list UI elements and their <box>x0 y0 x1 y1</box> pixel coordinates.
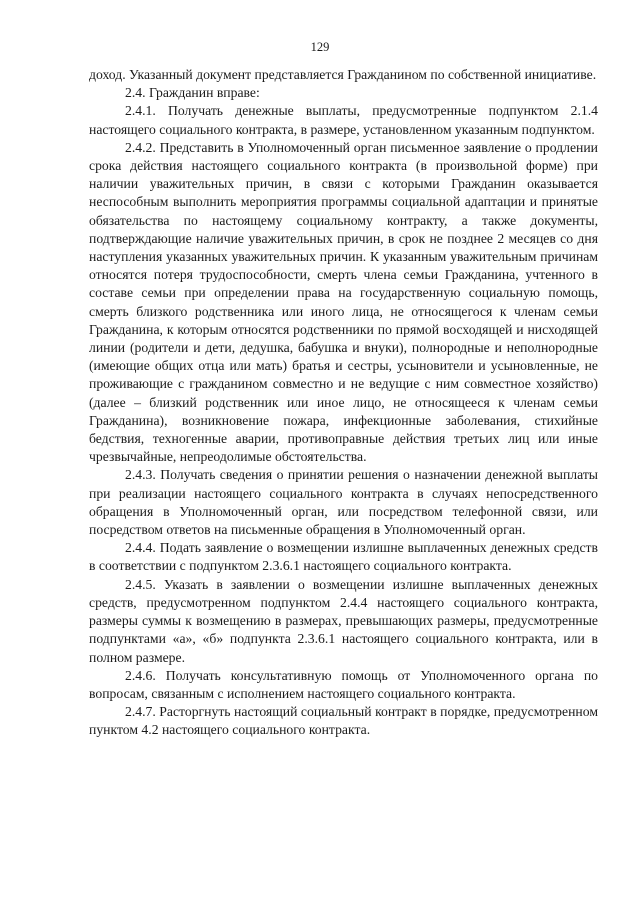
paragraph-2-4-4: 2.4.4. Подать заявление о возмещении излишне выплаченных денежных средств в соответствии с подпунктом 2.3.6.1 настоящего социального контракта. <box>89 540 598 574</box>
paragraph-income-document: доход. Указанный документ представляется Гражданином по собственной инициативе. <box>89 67 597 82</box>
paragraph-2-4-7: 2.4.7. Расторгнуть настоящий социальный контракт в порядке, предусмотренном пунктом 4.2 настоящего социального контракта. <box>89 704 598 738</box>
paragraph-2-4-6: 2.4.6. Получать консультативную помощь от Уполномоченного органа по вопросам, связанным с исполнением настоящего социального контракта. <box>89 667 598 701</box>
paragraph-2-4-heading: 2.4. Гражданин вправе: <box>125 85 260 101</box>
page-number: 129 <box>310 40 330 54</box>
paragraph-2-4-2: 2.4.2. Представить в Уполномоченный орган письменное заявление о продлении срока действия настоящего социального контракта (в произвольной форме) при наличии уважительных причин, в связи с которыми Гражданин оказывается неспособным выполнить мероприятия программы социальной адаптации и принятые обязательства по настоящему социальному контракту, а также документы, подтверждающие наличие уважительных причин, в срок не позднее 2 месяцев со дня наступления указанных уважительных причин. К указанным уважительным причинам относятся потеря трудоспособности, смерть члена семьи Гражданина, учтенного в составе семьи при определении права на государственную социальную помощь, смерть близкого родственника или иного лица, не относящегося к членам семьи Гражданина, к которым относятся родственники по прямой восходящей и нисходящей линии (родители и дети, дедушка, бабушка и внуки), полнородные и неполнородные (имеющие общих отца или мать) братья и сестры, усыновители и усыновленные, не проживающие с гражданином совместно и не ведущие с ним совместное хозяйство) (далее – близкий родственник или иное лицо, не относящееся к членам семьи Гражданина), возникновение пожара, инфекционные заболевания, стихийные бедствия, техногенные аварии, противоправные действия третьих лиц или иные чрезвычайные, непреодолимые обстоятельства. <box>89 139 598 465</box>
paragraph-2-4-3: 2.4.3. Получать сведения о принятии решения о назначении денежной выплаты при реализации настоящего социального контракта в случаях непосредственного обращения в Уполномоченный орган, или посредством телефонной связи, или посредством ответов на письменные обращения в Уполномоченный орган. <box>89 467 598 538</box>
paragraph-2-4-1: 2.4.1. Получать денежные выплаты, предусмотренные подпунктом 2.1.4 настоящего социального контракта, в размере, установленном указанным подпунктом. <box>89 103 598 137</box>
paragraph-2-4-5: 2.4.5. Указать в заявлении о возмещении излишне выплаченных денежных средств, предусмотренном подпунктом 2.4.4 настоящего социального контракта, размеры суммы к возмещению в размерах, превышающих размеры, предусмотренные подпунктами «а», «б» подпункта 2.3.6.1 настоящего социального контракта, или в полном размере. <box>89 576 598 665</box>
body-text <box>89 66 598 740</box>
